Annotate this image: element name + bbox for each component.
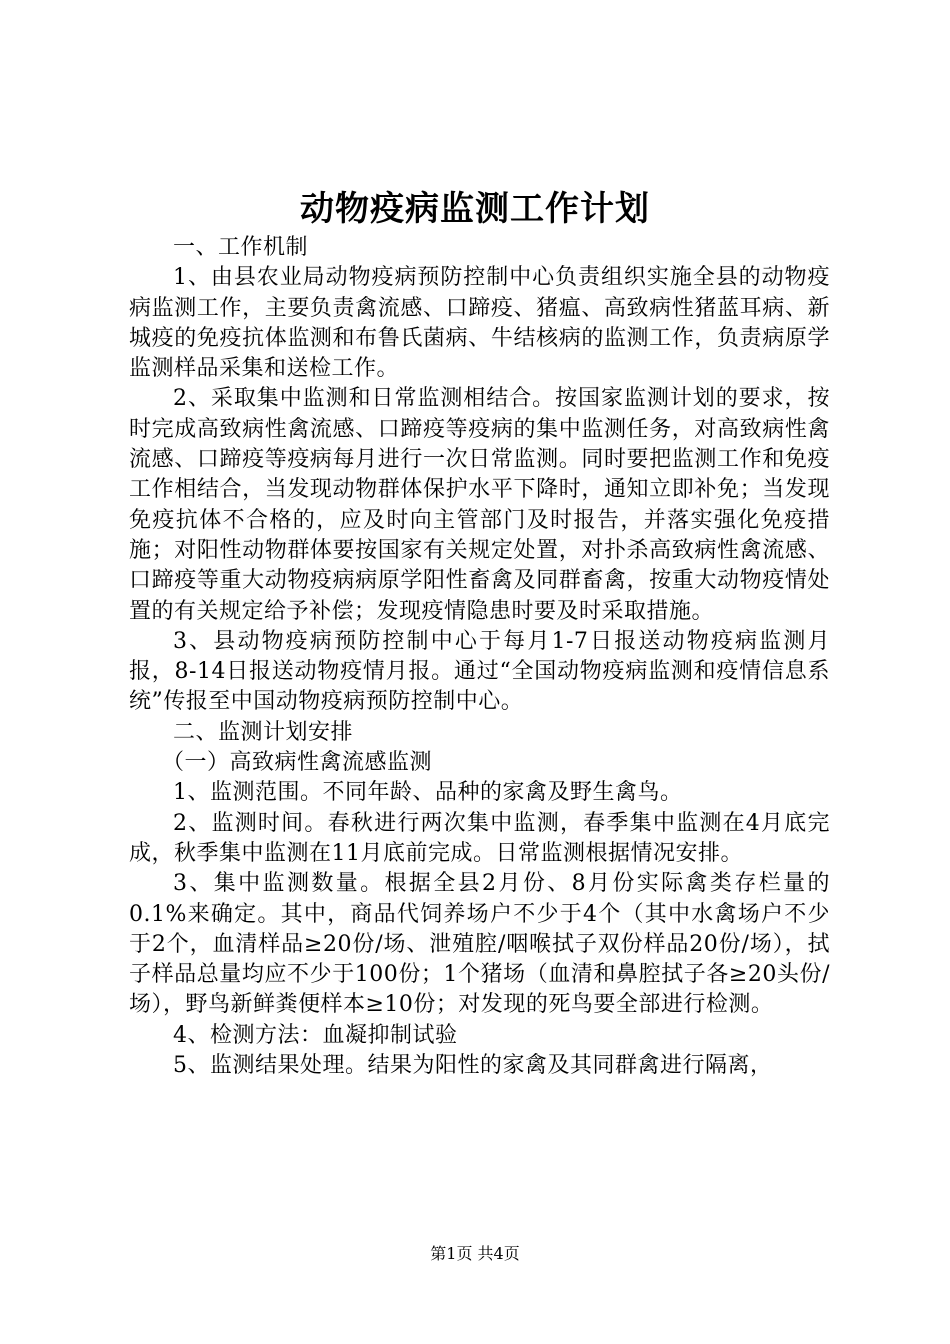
subsection-heading: （一）高致病性禽流感监测 <box>162 750 433 776</box>
paragraph: 5、监测结果处理。结果为阳性的家禽及其同群禽进行隔离， <box>173 1053 773 1079</box>
document-body <box>129 233 830 1081</box>
paragraph: 3、集中监测数量。根据全县2月份、8月份实际禽类存栏量的0.1%来确定。其中，商品代饲养场户不少于4个（其中水禽场户不少于2个，血清样品≥20份/场、泄殖腔/咽喉拭子双份样品20份/场），拭子样品总量均应不少于100份；1个猪场（血清和鼻腔拭子各≥20头份/场），野鸟新鲜粪便样本≥10份；对发现的死鸟要全部进行检测。 <box>129 871 830 1018</box>
paragraph: 2、监测时间。春秋进行两次集中监测，春季集中监测在4月底完成，秋季集中监测在11月底前完成。日常监测根据情况安排。 <box>129 810 830 866</box>
paragraph: 3、县动物疫病预防控制中心于每月1-7日报送动物疫病监测月报，8-14日报送动物疫情月报。通过“全国动物疫病监测和疫情信息系统”传报至中国动物疫病预防控制中心。 <box>129 628 830 715</box>
paragraph: 2、采取集中监测和日常监测相结合。按国家监测计划的要求，按时完成高致病性禽流感、口蹄疫等疫病的集中监测任务，对高致病性禽流感、口蹄疫等疫病每月进行一次日常监测。同时要把监测工作和免疫工作相结合，当发现动物群体保护水平下降时，通知立即补免；当发现免疫抗体不合格的，应及时向主管部门及时报告，并落实强化免疫措施；对阳性动物群体要按国家有关规定处置，对扑杀高致病性禽流感、口蹄疫等重大动物疫病病原学阳性畜禽及同群畜禽，按重大动物疫情处置的有关规定给予补偿；发现疫情隐患时要及时采取措施。 <box>129 386 830 624</box>
paragraph: 4、检测方法：血凝抑制试验 <box>173 1022 458 1048</box>
page-footer: 第1页 共4页 <box>430 1244 520 1263</box>
paragraph: 1、监测范围。不同年龄、品种的家禽及野生禽鸟。 <box>173 780 683 806</box>
paragraph: 1、由县农业局动物疫病预防控制中心负责组织实施全县的动物疫病监测工作，主要负责禽流感、口蹄疫、猪瘟、高致病性猪蓝耳病、新城疫的免疫抗体监测和布鲁氏菌病、牛结核病的监测工作，负责病原学监测样品采集和送检工作。 <box>129 265 830 382</box>
section-heading: 一、工作机制 <box>173 235 309 260</box>
section-heading: 二、监测计划安排 <box>173 719 354 745</box>
document-title: 动物疫病监测工作计划 <box>300 189 650 229</box>
